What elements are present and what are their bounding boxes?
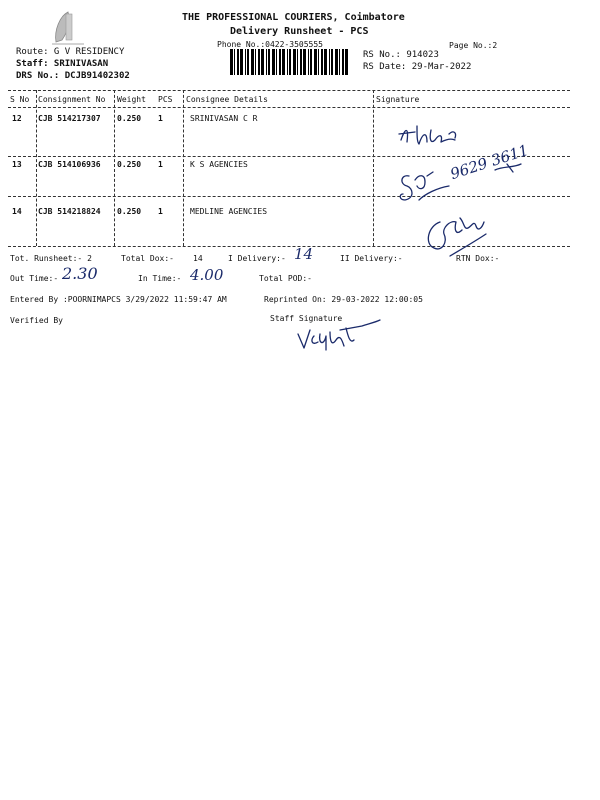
- rs-number: RS No.: 914023: [363, 50, 439, 60]
- ii-delivery-label: II Delivery:-: [340, 254, 403, 263]
- out-time-handwritten: 2.30: [62, 264, 98, 283]
- total-dox-label: Total Dox:-: [121, 254, 174, 263]
- col-header-consignee: Consignee Details: [186, 95, 268, 104]
- row-weight: 0.250: [117, 160, 142, 169]
- col-header-weight: Weight: [117, 95, 146, 104]
- handwritten-phone: 9629 3611: [448, 140, 531, 184]
- barcode: [230, 49, 348, 75]
- column-divider: [373, 90, 374, 246]
- row-weight: 0.250: [117, 114, 142, 123]
- i-delivery-label: I Delivery:-: [228, 254, 286, 263]
- i-delivery-handwritten: 14: [294, 245, 314, 263]
- rtn-dox-label: RTN Dox:-: [456, 254, 500, 263]
- phone-number: Phone No.:0422-3505555: [217, 40, 323, 49]
- col-header-signature: Signature: [376, 95, 420, 104]
- row-consignment: CJB 514217307: [38, 114, 101, 123]
- total-dox-value: 14: [193, 254, 203, 263]
- page-number: Page No.:2: [449, 41, 498, 50]
- staff: Staff: SRINIVASAN: [16, 59, 109, 69]
- logo-mark: [48, 6, 88, 48]
- column-divider: [36, 90, 37, 246]
- table-header-rule: [8, 107, 570, 108]
- verified-by: Verified By: [10, 316, 63, 325]
- row-sno: 14: [12, 207, 22, 216]
- row-pcs: 1: [158, 114, 163, 123]
- row-consignee: MEDLINE AGENCIES: [190, 207, 268, 216]
- reprinted-on: Reprinted On: 29-03-2022 12:00:05: [264, 295, 423, 304]
- col-header-sno: S No: [10, 95, 30, 104]
- rs-date: RS Date: 29-Mar-2022: [363, 62, 472, 72]
- col-header-consignment: Consignment No: [38, 95, 106, 104]
- out-time-label: Out Time:-: [10, 274, 59, 283]
- total-pod-label: Total POD:-: [259, 274, 312, 283]
- row-consignee: SRINIVASAN C R: [190, 114, 258, 123]
- entered-by: Entered By :POORNIMAPCS 3/29/2022 11:59:47 AM: [10, 295, 227, 304]
- signature-row-12: [395, 120, 470, 150]
- drs-number: DRS No.: DCJB91402302: [16, 71, 130, 81]
- in-time-label: In Time:-: [138, 274, 182, 283]
- row-pcs: 1: [158, 160, 163, 169]
- staff-signature-label: Staff Signature: [270, 314, 343, 323]
- column-divider: [183, 90, 184, 246]
- column-divider: [114, 90, 115, 246]
- company-name: THE PROFESSIONAL COURIERS, Coimbatore: [182, 12, 405, 23]
- route: Route: G V RESIDENCY: [16, 47, 125, 57]
- row-pcs: 1: [158, 207, 163, 216]
- tot-runsheet: Tot. Runsheet:- 2: [10, 254, 92, 263]
- col-header-pcs: PCS: [158, 95, 173, 104]
- in-time-handwritten: 4.00: [190, 266, 224, 284]
- table-top-rule: [8, 90, 570, 91]
- row-consignment: CJB 514106936: [38, 160, 101, 169]
- row-consignment: CJB 514218824: [38, 207, 101, 216]
- staff-signature: [290, 316, 385, 356]
- runsheet-title: Delivery Runsheet - PCS: [230, 26, 369, 37]
- row-consignee: K S AGENCIES: [190, 160, 248, 169]
- row-sno: 12: [12, 114, 22, 123]
- row-sno: 13: [12, 160, 22, 169]
- row-weight: 0.250: [117, 207, 142, 216]
